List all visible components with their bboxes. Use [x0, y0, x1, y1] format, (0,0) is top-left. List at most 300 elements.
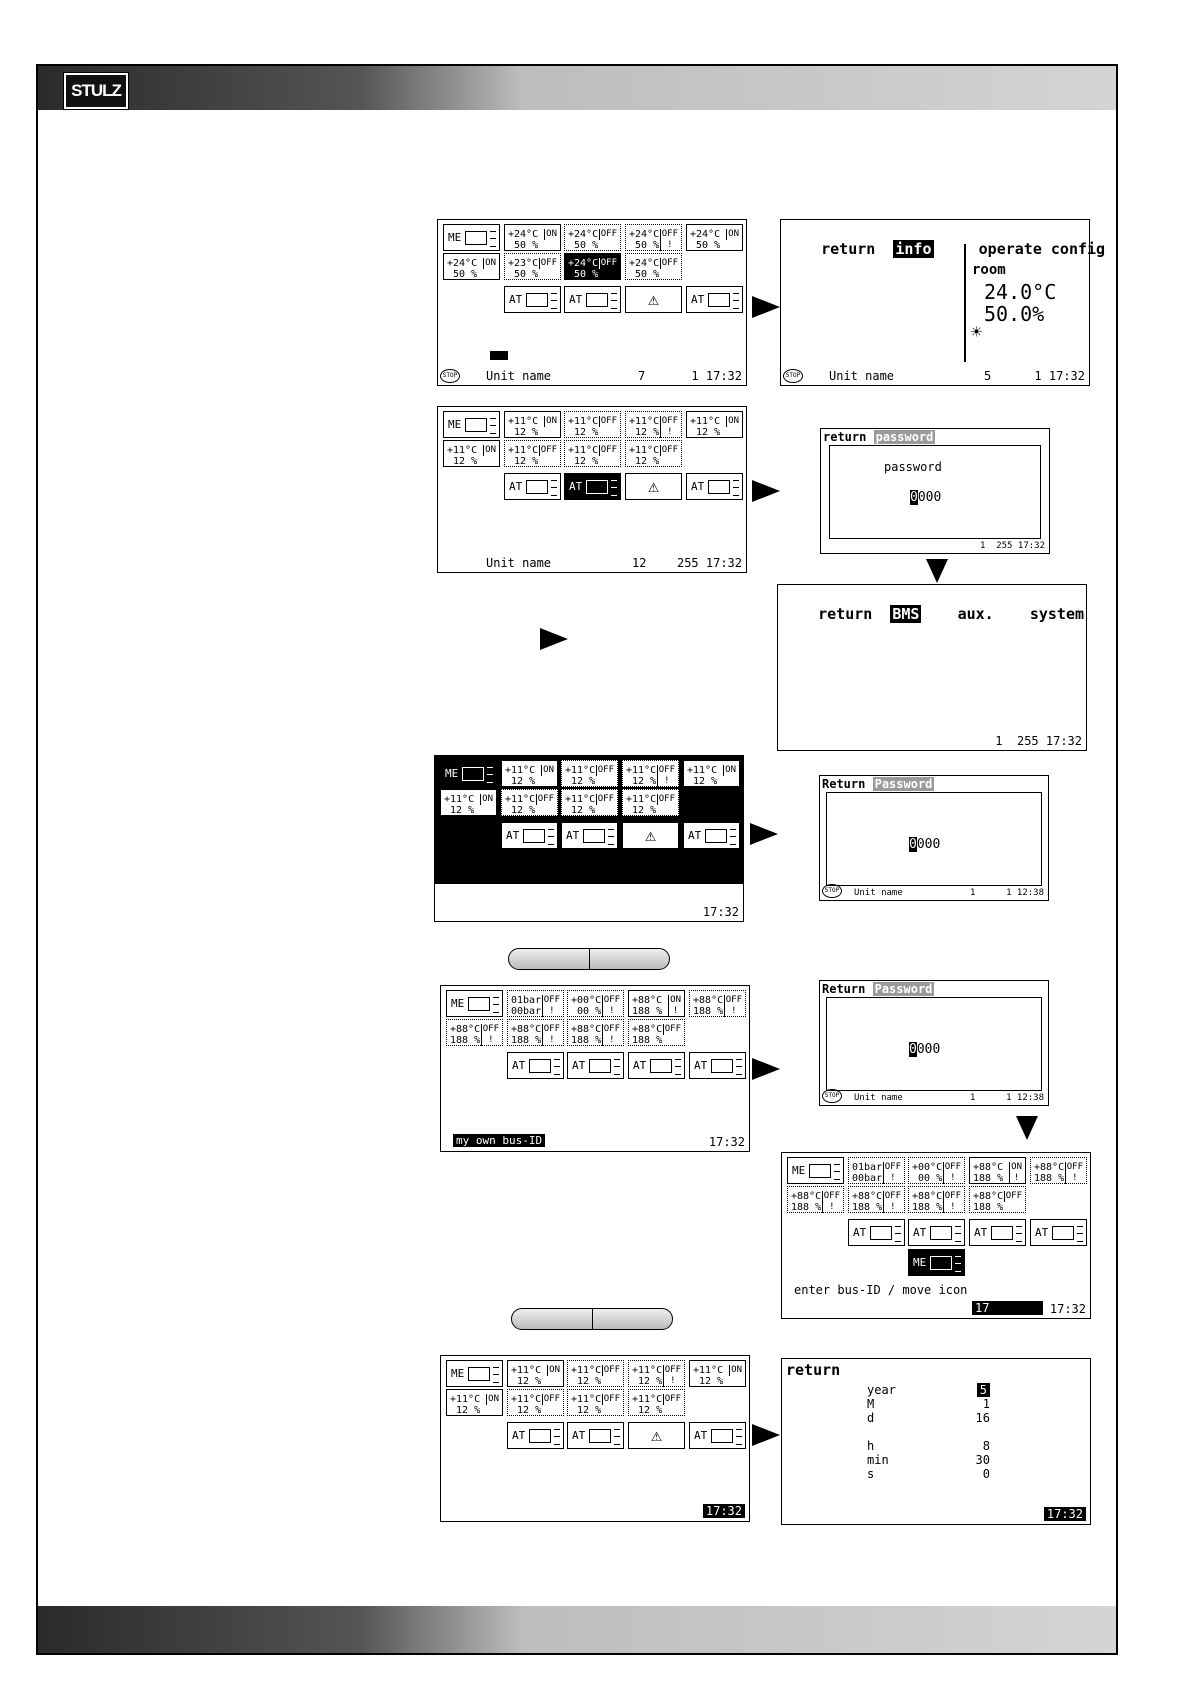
unit-values: +88°C 188 %: [973, 1162, 1004, 1184]
unit-tile[interactable]: [501, 760, 558, 787]
unit-tile[interactable]: [504, 253, 561, 280]
unit-tile[interactable]: [567, 990, 624, 1017]
unit-values: +88°C 188 %: [973, 1191, 1004, 1213]
unit-state: OFF !: [603, 995, 620, 1016]
unit-state: OFF: [540, 258, 557, 268]
unit-values: +11°C 12 %: [690, 416, 721, 438]
room-humidity: 50.0%: [984, 302, 1045, 326]
status-time: 17:32: [702, 905, 739, 919]
unit-values: +11°C 12 %: [632, 1394, 663, 1416]
at-unit-tile[interactable]: [561, 822, 618, 849]
unit-values: +88°C 188 %: [852, 1191, 883, 1213]
unit-state: OFF: [661, 445, 678, 455]
password-screen-3: [819, 980, 1049, 1106]
unit-box-icon: [468, 997, 490, 1011]
unit-state: OFF: [603, 1365, 620, 1375]
menu-return[interactable]: return: [818, 605, 873, 623]
unit-box-icon: [589, 1429, 611, 1443]
unit-values: +11°C 12 %: [511, 1365, 542, 1387]
me-label: ME: [913, 1256, 927, 1269]
menu-aux[interactable]: aux.: [957, 605, 994, 623]
me-label: ME: [448, 231, 462, 244]
password-screen-2: [819, 775, 1049, 901]
unit-values: +88°C 188 %: [632, 1024, 663, 1046]
unit-tile[interactable]: [567, 1389, 624, 1416]
bms-screen: [777, 584, 1087, 751]
unit-tile[interactable]: [564, 411, 621, 438]
unit-state: OFF !: [823, 1191, 840, 1212]
me-unit-tile[interactable]: [446, 1360, 503, 1387]
status-footer: 1 255 17:32: [979, 541, 1045, 551]
unit-state: OFF !: [543, 995, 560, 1016]
me-label: ME: [451, 997, 465, 1010]
unit-state: ON: [488, 1394, 499, 1404]
unit-state: OFF !: [603, 1024, 620, 1045]
unit-tile[interactable]: [501, 789, 558, 816]
unit-state: OFF !: [884, 1162, 901, 1183]
at-label: AT: [569, 480, 583, 493]
at-unit-tile[interactable]: [908, 1219, 965, 1246]
date-field-value[interactable]: 8: [982, 1439, 990, 1453]
menu-return[interactable]: return: [823, 430, 867, 444]
unit-values: +24°C 50 %: [508, 229, 539, 251]
date-field-value[interactable]: 16: [975, 1411, 990, 1425]
footer-bar: [38, 1606, 1116, 1653]
unit-tile[interactable]: [625, 440, 682, 467]
unit-tile[interactable]: [1030, 1157, 1087, 1184]
unit-tile[interactable]: [628, 1389, 685, 1416]
unit-values: +88°C 188 %: [912, 1191, 943, 1213]
alarm-tile[interactable]: [622, 822, 679, 849]
menu-password[interactable]: Password: [874, 982, 933, 996]
unit-name: Unit name: [486, 556, 552, 570]
unit-number: 12: [632, 556, 647, 570]
arrow-right-icon: [752, 296, 780, 318]
at-label: AT: [974, 1226, 988, 1239]
menu-lines-icon: [675, 1059, 681, 1075]
unit-tile[interactable]: [507, 1019, 564, 1046]
bus-id-screen: [440, 985, 750, 1152]
menu-system[interactable]: system: [1029, 605, 1085, 623]
alarm-tile[interactable]: [625, 473, 682, 500]
me-unit-tile[interactable]: [443, 224, 500, 251]
unit-values: +24°C 50 %: [629, 229, 660, 251]
at-label: AT: [509, 480, 523, 493]
menu-return[interactable]: return: [786, 1361, 841, 1379]
unit-box-icon: [705, 829, 727, 843]
at-unit-tile[interactable]: [683, 822, 740, 849]
bus-id-input[interactable]: 17: [972, 1301, 1043, 1315]
unit-tile[interactable]: [848, 1186, 905, 1213]
menu-lines-icon: [834, 1164, 840, 1180]
overview-screen-2: [437, 406, 747, 573]
unit-values: +24°C 50 %: [629, 258, 660, 280]
menu-info[interactable]: info: [895, 240, 932, 258]
me-unit-tile[interactable]: [446, 990, 503, 1017]
menu-return[interactable]: Return: [822, 777, 866, 791]
unit-tile[interactable]: [564, 224, 621, 251]
arrow-down-icon: [926, 559, 948, 583]
unit-values: +11°C 12 %: [450, 1394, 481, 1416]
unit-values: +88°C 188 %: [450, 1024, 481, 1046]
unit-tile[interactable]: [561, 760, 618, 787]
arrow-right-icon: [540, 628, 568, 650]
unit-tile[interactable]: [686, 224, 743, 251]
unit-values: 01bar 00bar: [511, 995, 542, 1017]
unit-box-icon: [930, 1226, 952, 1240]
warning-icon: ⚠: [648, 289, 659, 310]
unit-state: ON: [549, 1365, 560, 1375]
at-unit-tile[interactable]: [504, 473, 561, 500]
unit-state: ON !: [1011, 1162, 1022, 1183]
unit-values: +88°C 188 %: [791, 1191, 822, 1213]
status-time: 1 12:38: [1006, 888, 1044, 898]
unit-values: +88°C 188 %: [693, 995, 724, 1017]
unit-state: OFF: [597, 765, 614, 775]
menu-return[interactable]: Return: [822, 982, 866, 996]
menu-lines-icon: [955, 1226, 961, 1242]
at-unit-tile[interactable]: [1030, 1219, 1087, 1246]
stop-icon: STOP: [440, 369, 460, 383]
at-unit-tile[interactable]: [504, 286, 561, 313]
password-label: password: [884, 460, 942, 474]
alarm-tile[interactable]: [628, 1422, 685, 1449]
stop-icon: STOP: [822, 1089, 842, 1103]
unit-box-icon: [465, 231, 487, 245]
unit-state: OFF !: [482, 1024, 499, 1045]
warning-icon: ⚠: [651, 1425, 662, 1446]
unit-tile[interactable]: [567, 1360, 624, 1387]
me-label: ME: [448, 418, 462, 431]
menu-operate[interactable]: operate: [978, 240, 1042, 258]
bus-id-edit-screen: [781, 1152, 1091, 1319]
unit-tile[interactable]: [507, 1389, 564, 1416]
unit-box-icon: [991, 1226, 1013, 1240]
me-label: ME: [792, 1164, 806, 1177]
unit-tile[interactable]: [564, 253, 621, 280]
password-panel: [826, 792, 1042, 886]
menu-lines-icon: [955, 1256, 961, 1272]
date-field-label: M: [867, 1397, 875, 1411]
unit-state: ON: [731, 1365, 742, 1375]
at-unit-tile[interactable]: [689, 1052, 746, 1079]
menu-config[interactable]: config: [1050, 240, 1106, 258]
at-label: AT: [572, 1059, 586, 1072]
unit-values: +24°C 50 %: [568, 258, 599, 280]
unit-tile[interactable]: [507, 1360, 564, 1387]
unit-tile[interactable]: [443, 440, 500, 467]
unit-tile[interactable]: [628, 1019, 685, 1046]
unit-state: ON: [546, 416, 557, 426]
unit-box-icon: [465, 418, 487, 432]
unit-state: OFF !: [543, 1024, 560, 1045]
unit-state: OFF: [600, 229, 617, 239]
menu-password[interactable]: password: [875, 430, 934, 444]
unit-tile[interactable]: [446, 1389, 503, 1416]
date-field-label: s: [867, 1467, 875, 1481]
warning-icon: ⚠: [645, 825, 656, 846]
unit-tile[interactable]: [683, 760, 740, 787]
unit-tile[interactable]: [787, 1186, 844, 1213]
me-unit-tile[interactable]: [440, 760, 497, 787]
arrow-right-icon: [750, 823, 778, 845]
unit-state: OFF !: [661, 229, 678, 250]
unit-values: +00°C 00 %: [912, 1162, 943, 1184]
date-field-value[interactable]: 1: [982, 1397, 990, 1411]
unit-tile[interactable]: [908, 1157, 965, 1184]
status-time: 255 17:32: [676, 556, 742, 570]
at-unit-tile[interactable]: [501, 822, 558, 849]
menu-lines-icon: [490, 418, 496, 434]
at-unit-tile[interactable]: [507, 1052, 564, 1079]
date-field-label: d: [867, 1411, 875, 1425]
status-time: 17:32: [703, 1504, 745, 1518]
unit-values: +11°C 12 %: [565, 794, 596, 816]
menu-lines-icon: [614, 1429, 620, 1445]
unit-values: +88°C 188 %: [511, 1024, 542, 1046]
unit-number: 1: [970, 888, 976, 898]
at-unit-tile[interactable]: [567, 1052, 624, 1079]
menu-lines-icon: [554, 1059, 560, 1075]
unit-values: +11°C 12 %: [568, 445, 599, 467]
bus-id-hint: enter bus-ID / move icon: [794, 1283, 968, 1297]
unit-values: +11°C 12 %: [444, 794, 475, 816]
unit-tile[interactable]: [622, 789, 679, 816]
menu-lines-icon: [611, 293, 617, 309]
menu-lines-icon: [551, 480, 557, 496]
date-field-value[interactable]: 30: [975, 1453, 990, 1467]
password-panel: [829, 445, 1041, 539]
overview-screen-3: [434, 755, 744, 922]
unit-state: ON: [485, 258, 496, 268]
unit-state: ON: [482, 794, 493, 804]
unit-tile[interactable]: [908, 1186, 965, 1213]
menu-lines-icon: [733, 480, 739, 496]
date-field-value[interactable]: 0: [982, 1467, 990, 1481]
menu-lines-icon: [493, 1367, 499, 1383]
unit-state: ON !: [670, 995, 681, 1016]
at-label: AT: [566, 829, 580, 842]
at-label: AT: [691, 293, 705, 306]
unit-box-icon: [708, 293, 730, 307]
bus-indicator-icon: [490, 351, 508, 360]
menu-lines-icon: [730, 829, 736, 845]
unit-values: +24°C 50 %: [568, 229, 599, 251]
unit-box-icon: [526, 480, 548, 494]
at-unit-tile[interactable]: [507, 1422, 564, 1449]
menu-return[interactable]: return: [821, 240, 876, 258]
unit-tile[interactable]: [504, 411, 561, 438]
unit-tile[interactable]: [686, 411, 743, 438]
unit-number: 1: [970, 1093, 976, 1103]
unit-values: +11°C 12 %: [508, 416, 539, 438]
me-unit-tile[interactable]: [443, 411, 500, 438]
unit-state: ON: [728, 229, 739, 239]
menu-lines-icon: [493, 997, 499, 1013]
unit-state: OFF !: [725, 995, 742, 1016]
at-unit-tile[interactable]: [689, 1422, 746, 1449]
overview-screen-1: [437, 219, 747, 386]
at-label: AT: [1035, 1226, 1049, 1239]
date-field-label: h: [867, 1439, 875, 1453]
unit-state: OFF: [543, 1394, 560, 1404]
at-unit-tile[interactable]: [628, 1052, 685, 1079]
alarm-tile[interactable]: [625, 286, 682, 313]
menu-lines-icon: [1016, 1226, 1022, 1242]
status-time: 1 12:38: [1006, 1093, 1044, 1103]
unit-box-icon: [462, 767, 484, 781]
menu-lines-icon: [608, 829, 614, 845]
unit-values: +11°C 12 %: [568, 416, 599, 438]
at-label: AT: [506, 829, 520, 842]
unit-state: OFF: [664, 1394, 681, 1404]
unit-state: ON: [725, 765, 736, 775]
status-time: 17:32: [708, 1135, 745, 1149]
me-unit-tile[interactable]: [787, 1157, 844, 1184]
unit-values: +11°C 12 %: [629, 445, 660, 467]
me-label: ME: [451, 1367, 465, 1380]
date-field-label: min: [867, 1453, 889, 1467]
unit-tile[interactable]: [625, 253, 682, 280]
at-unit-tile[interactable]: [686, 286, 743, 313]
password-panel: [826, 997, 1042, 1091]
unit-values: +11°C 12 %: [571, 1394, 602, 1416]
status-time: 17:32: [1049, 1302, 1086, 1316]
menu-bms[interactable]: BMS: [892, 605, 920, 623]
at-unit-tile[interactable]: [564, 473, 621, 500]
unit-tile[interactable]: [689, 1360, 746, 1387]
unit-values: +11°C 12 %: [632, 1365, 663, 1387]
unit-number: 5: [984, 369, 992, 383]
room-label: room: [972, 262, 1006, 278]
unit-values: +11°C 12 %: [505, 765, 536, 787]
stulz-logo: STULZ: [64, 73, 128, 109]
date-field-value[interactable]: 5: [977, 1383, 990, 1397]
key-button-pair-2[interactable]: [511, 1308, 673, 1330]
unit-box-icon: [583, 829, 605, 843]
unit-box-icon: [526, 293, 548, 307]
unit-tile[interactable]: [504, 440, 561, 467]
unit-state: OFF: [600, 416, 617, 426]
at-unit-tile[interactable]: [686, 473, 743, 500]
status-time: 1 17:32: [691, 369, 742, 383]
at-label: AT: [688, 829, 702, 842]
unit-state: OFF: [664, 1024, 681, 1034]
at-label: AT: [512, 1429, 526, 1442]
password-input[interactable]: 0000: [909, 1042, 941, 1057]
unit-box-icon: [650, 1059, 672, 1073]
unit-name: Unit name: [829, 369, 895, 383]
unit-tile[interactable]: [504, 224, 561, 251]
unit-tile[interactable]: [628, 1360, 685, 1387]
unit-box-icon: [711, 1429, 733, 1443]
unit-tile[interactable]: [625, 411, 682, 438]
menu-lines-icon: [736, 1429, 742, 1445]
status-time: 17:32: [1044, 1507, 1086, 1521]
unit-values: +11°C 12 %: [626, 794, 657, 816]
unit-box-icon: [930, 1256, 952, 1270]
unit-tile[interactable]: [689, 990, 746, 1017]
unit-box-icon: [809, 1164, 831, 1178]
unit-box-icon: [711, 1059, 733, 1073]
menu-lines-icon: [487, 767, 493, 783]
unit-values: +11°C 12 %: [626, 765, 657, 787]
unit-state: ON: [485, 445, 496, 455]
unit-tile[interactable]: [446, 1019, 503, 1046]
unit-state: OFF !: [661, 416, 678, 437]
unit-tile[interactable]: [443, 253, 500, 280]
unit-tile[interactable]: [969, 1186, 1026, 1213]
key-button-pair-1[interactable]: [508, 948, 670, 970]
unit-tile[interactable]: [622, 760, 679, 787]
unit-values: +88°C 188 %: [632, 995, 663, 1017]
unit-tile[interactable]: [567, 1019, 624, 1046]
unit-tile[interactable]: [848, 1157, 905, 1184]
menu-lines-icon: [548, 829, 554, 845]
unit-tile[interactable]: [507, 990, 564, 1017]
unit-values: +11°C 12 %: [565, 765, 596, 787]
unit-box-icon: [708, 480, 730, 494]
unit-state: OFF: [597, 794, 614, 804]
unit-values: +24°C 50 %: [690, 229, 721, 251]
me-unit-tile[interactable]: [908, 1249, 965, 1276]
unit-state: OFF: [658, 794, 675, 804]
unit-tile[interactable]: [969, 1157, 1026, 1184]
unit-state: OFF: [1005, 1191, 1022, 1201]
unit-state: OFF: [600, 258, 617, 268]
at-unit-tile[interactable]: [969, 1219, 1026, 1246]
arrow-right-icon: [752, 1058, 780, 1080]
menu-lines-icon: [1077, 1226, 1083, 1242]
at-label: AT: [694, 1429, 708, 1442]
unit-state: OFF: [661, 258, 678, 268]
unit-values: +11°C 12 %: [508, 445, 539, 467]
at-label: AT: [633, 1059, 647, 1072]
unit-name: Unit name: [854, 888, 903, 898]
at-label: AT: [691, 480, 705, 493]
date-time-screen: [781, 1358, 1091, 1525]
unit-state: ON: [546, 229, 557, 239]
unit-tile[interactable]: [628, 990, 685, 1017]
stop-icon: STOP: [783, 369, 803, 383]
at-unit-tile[interactable]: [564, 286, 621, 313]
at-label: AT: [572, 1429, 586, 1442]
password-input[interactable]: 0000: [909, 837, 941, 852]
unit-state: ON: [543, 765, 554, 775]
unit-tile[interactable]: [561, 789, 618, 816]
header-bar: [38, 66, 1116, 110]
bus-id-label: my own bus-ID: [453, 1134, 545, 1147]
password-input[interactable]: 0000: [910, 490, 942, 505]
unit-tile[interactable]: [564, 440, 621, 467]
unit-values: +00°C 00 %: [571, 995, 602, 1017]
menu-lines-icon: [895, 1226, 901, 1242]
unit-box-icon: [468, 1367, 490, 1381]
at-unit-tile[interactable]: [848, 1219, 905, 1246]
at-unit-tile[interactable]: [567, 1422, 624, 1449]
menu-password[interactable]: Password: [874, 777, 933, 791]
status-time: 1 17:32: [1034, 369, 1085, 383]
divider: [964, 244, 966, 362]
unit-tile[interactable]: [440, 789, 497, 816]
unit-state: OFF !: [664, 1365, 681, 1386]
unit-tile[interactable]: [625, 224, 682, 251]
unit-number: 7: [638, 369, 646, 383]
me-label: ME: [445, 767, 459, 780]
unit-state: OFF !: [884, 1191, 901, 1212]
unit-values: +11°C 12 %: [447, 445, 478, 467]
unit-values: +23°C 50 %: [508, 258, 539, 280]
